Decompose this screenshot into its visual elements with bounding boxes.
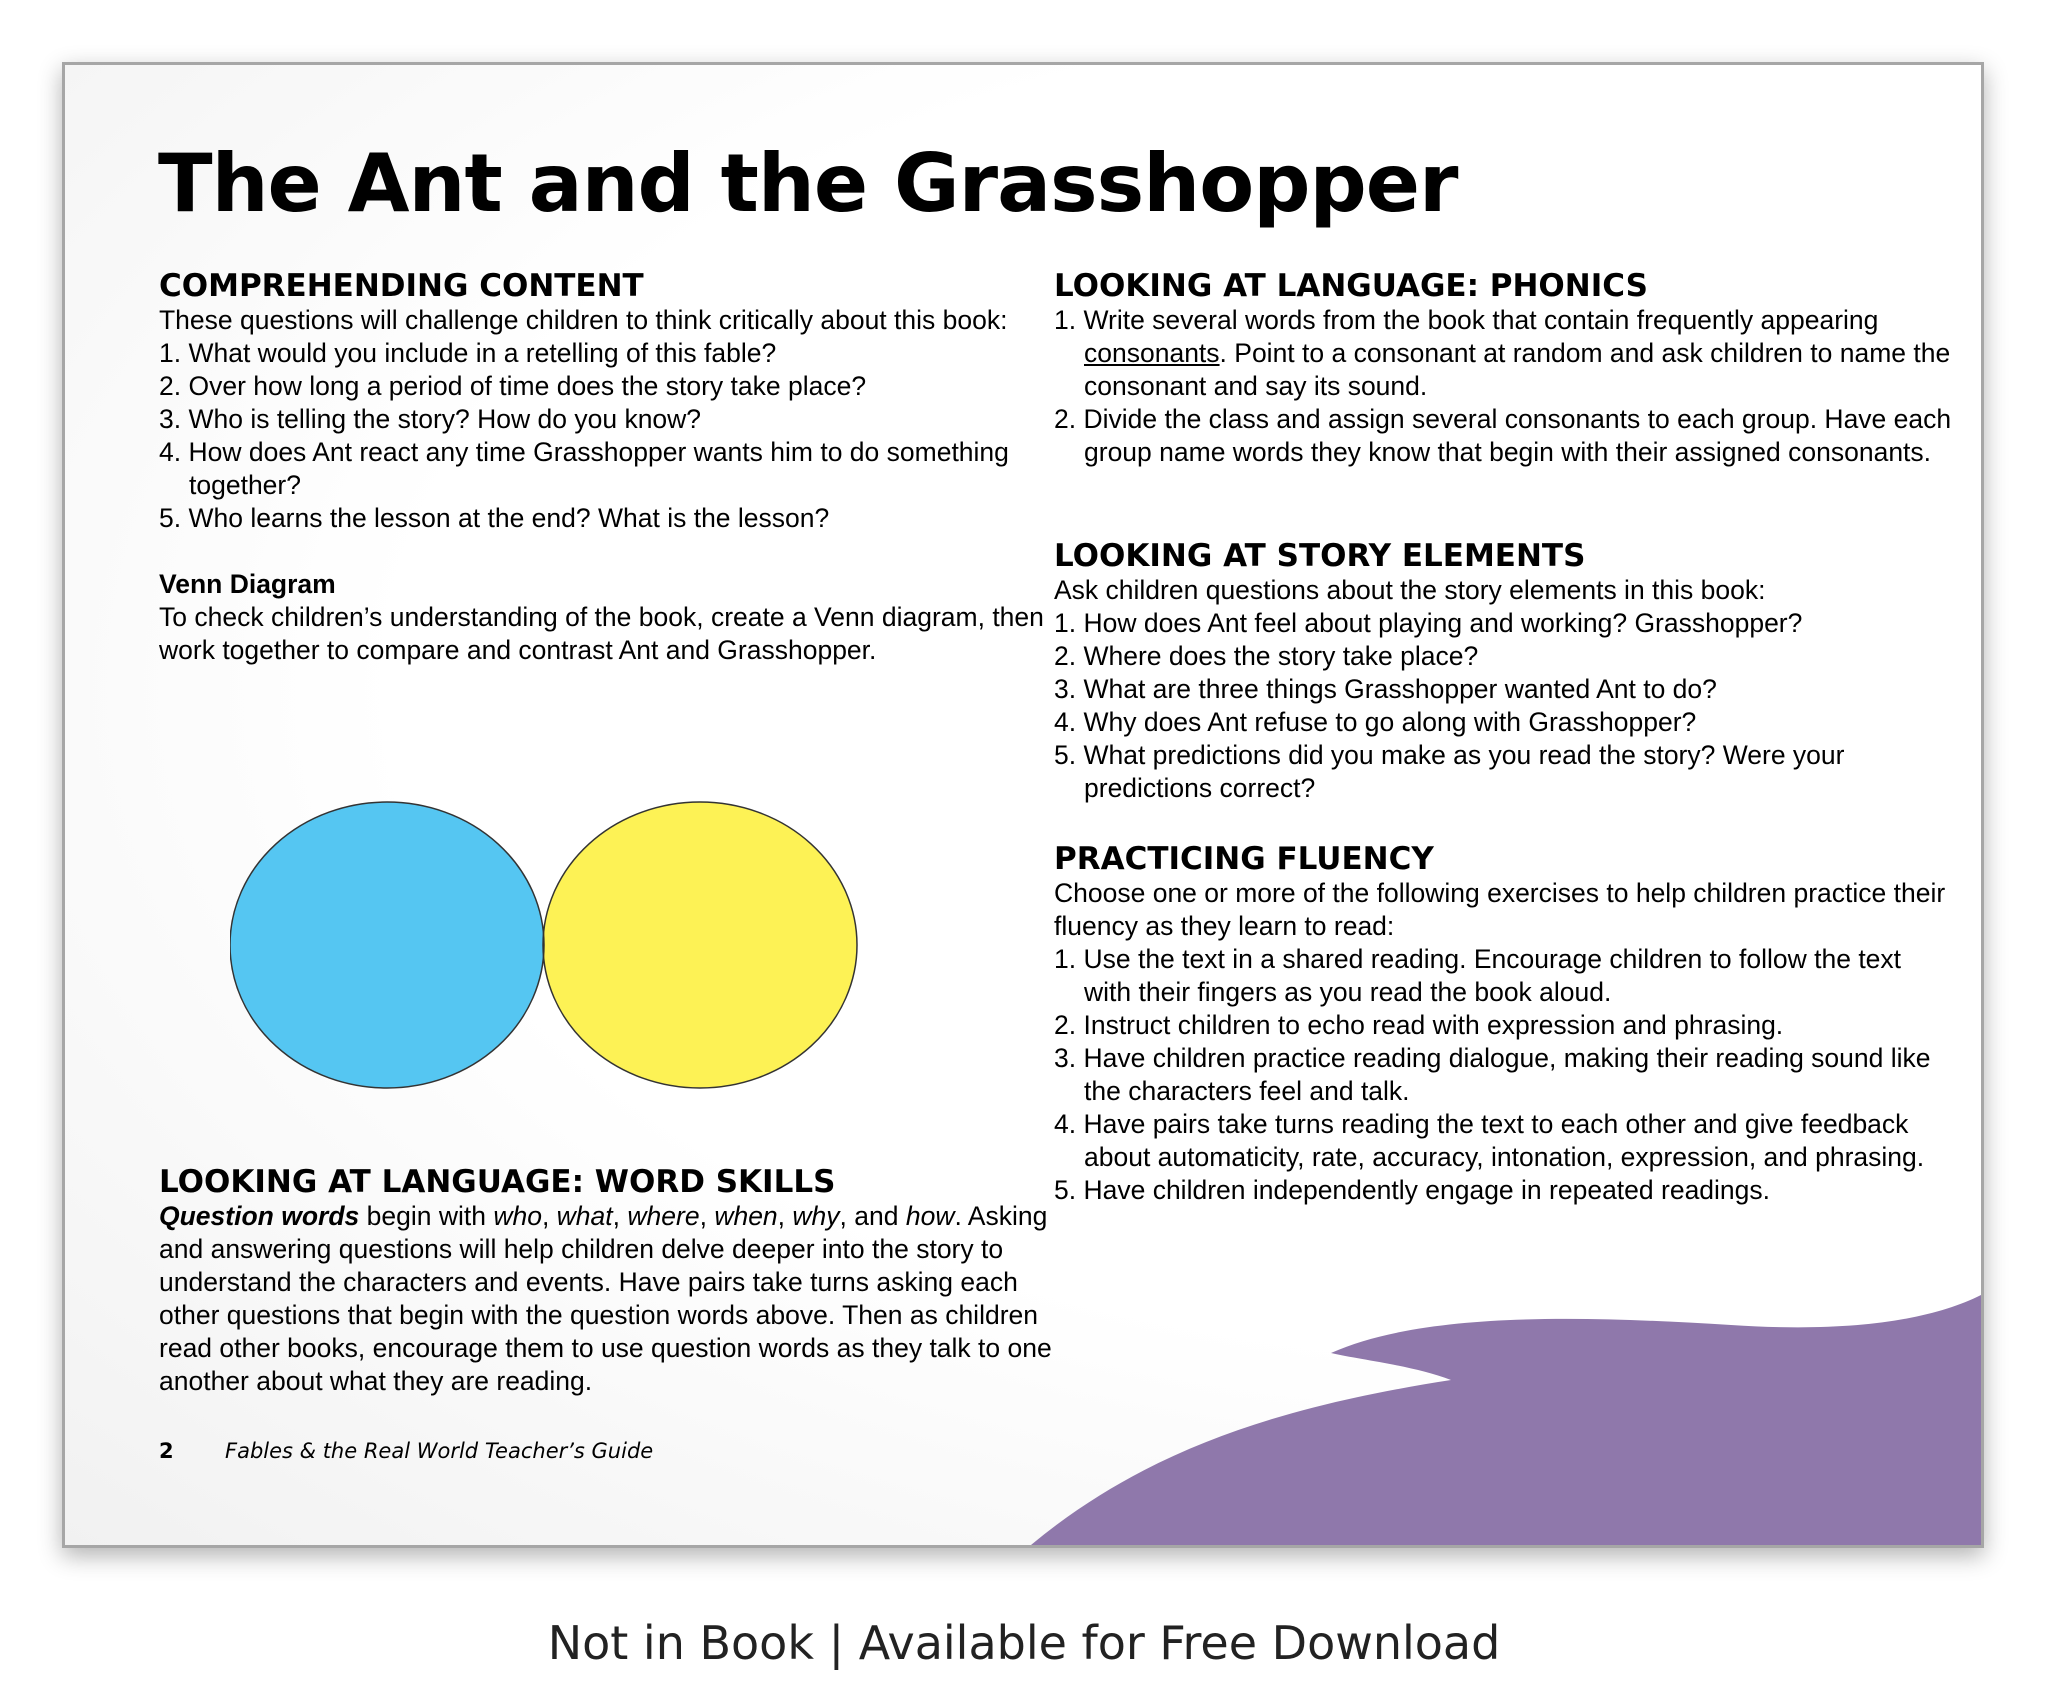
page-title: The Ant and the Grasshopper	[158, 137, 1458, 230]
list-item: 1. How does Ant feel about playing and working? Grasshopper?	[1054, 608, 1803, 638]
fluency-section	[1054, 841, 1954, 1207]
list-item: 2. Over how long a period of time does the story take place?	[159, 371, 867, 401]
purple-wave-decoration	[1031, 1295, 1981, 1545]
list-item: 1. Use the text in a shared reading. Encourage children to follow the text with their fingers as you read the book aloud.	[1054, 944, 1902, 1007]
venn-left-circle	[230, 802, 544, 1088]
page-footer	[159, 1439, 653, 1463]
venn-right-circle	[543, 802, 857, 1088]
list-item: 2. Instruct children to echo read with expression and phrasing.	[1054, 1010, 1784, 1040]
venn-heading: Venn Diagram	[159, 569, 336, 599]
question-list	[1054, 607, 1954, 805]
section-heading: LOOKING AT STORY ELEMENTS	[1054, 538, 1586, 574]
guide-title: Fables & the Real World Teacher’s Guide	[225, 1439, 654, 1463]
list-item: 4. How does Ant react any time Grasshopper wants him to do something together?	[159, 437, 1009, 500]
list-item: 5. Who learns the lesson at the end? What is the lesson?	[159, 503, 830, 533]
section-heading: PRACTICING FLUENCY	[1054, 841, 1434, 877]
list-item: 2. Where does the story take place?	[1054, 641, 1479, 671]
list-item: 4. Why does Ant refuse to go along with Grasshopper?	[1054, 707, 1697, 737]
list-item: 5. What predictions did you make as you read the story? Were your predictions correct?	[1054, 740, 1845, 803]
download-banner: Not in Book | Available for Free Download	[547, 1616, 1501, 1670]
word-skills-text: Question words begin with who, what, where, when, why, and how. Asking and answering questions will help children delve deeper into the story to understand the characters and events. Have pairs take turns asking each other questions that begin with the question words above. Then as children read other books, encourage them to use question words as they talk to one another about what they are reading.	[159, 1201, 1052, 1396]
document-page	[62, 62, 1984, 1548]
exercise-list	[1054, 943, 1954, 1207]
story-elements-section	[1054, 538, 1954, 805]
venn-diagram	[230, 800, 880, 1100]
list-item: 4. Have pairs take turns reading the text to each other and give feedback about automaticity, rate, accuracy, intonation, expression, and phrasing.	[1054, 1109, 1925, 1172]
list-item: 1. What would you include in a retelling of this fable?	[159, 338, 777, 368]
phonics-list	[1054, 304, 1954, 469]
comprehending-section	[159, 268, 1059, 667]
phonics-section	[1054, 268, 1954, 469]
list-item: 3. What are three things Grasshopper wanted Ant to do?	[1054, 674, 1717, 704]
list-item: 3. Who is telling the story? How do you know?	[159, 404, 702, 434]
section-heading: LOOKING AT LANGUAGE: WORD SKILLS	[159, 1164, 836, 1200]
word-skills-section	[159, 1164, 1059, 1398]
section-intro: Ask children questions about the story elements in this book:	[1054, 575, 1766, 605]
consonants-term: consonants	[1084, 338, 1220, 368]
section-intro: These questions will challenge children to think critically about this book:	[159, 305, 1008, 335]
venn-text: To check children’s understanding of the book, create a Venn diagram, then work together to compare and contrast Ant and Grasshopper.	[159, 602, 1044, 665]
list-item: 2. Divide the class and assign several consonants to each group. Have each group name words they know that begin with their assigned consonants.	[1054, 404, 1952, 467]
section-intro: Choose one or more of the following exercises to help children practice their fluency as they learn to read:	[1054, 878, 1946, 941]
section-heading: COMPREHENDING CONTENT	[159, 268, 644, 304]
question-list	[159, 337, 1059, 535]
list-item: 3. Have children practice reading dialogue, making their reading sound like the characters feel and talk.	[1054, 1043, 1931, 1106]
page-number: 2	[159, 1439, 174, 1463]
list-item: 1. Write several words from the book that contain frequently appearing consonants. Point to a consonant at random and ask children to name the consonant and say its sound.	[1054, 305, 1951, 401]
section-heading: LOOKING AT LANGUAGE: PHONICS	[1054, 268, 1648, 304]
list-item: 5. Have children independently engage in repeated readings.	[1054, 1175, 1771, 1205]
